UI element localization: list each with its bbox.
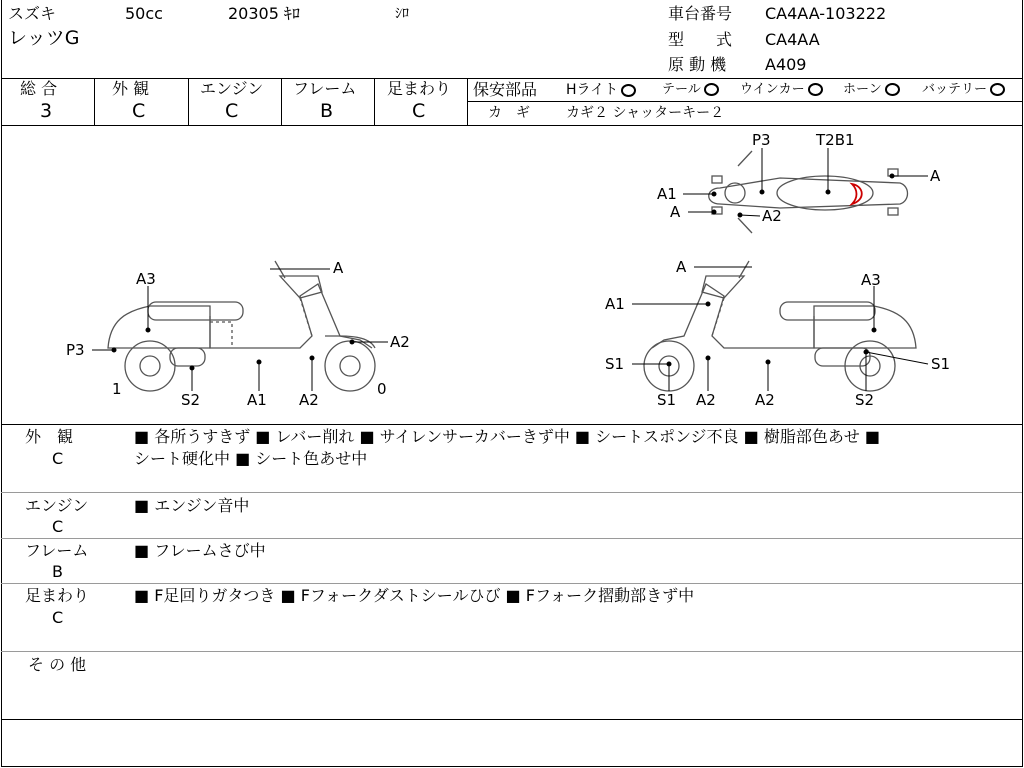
diagram-label: A [676, 258, 687, 276]
section-frame-grade: B [52, 562, 63, 581]
section-exterior-label: 外 観 [25, 427, 74, 446]
section-exterior-text: ■ 各所うすきず ■ レバー削れ ■ サイレンサーカバーきず中 ■ シートスポンジ不良 ■ 樹脂部色あせ ■ [134, 427, 881, 446]
section-suspension-text: ■ F足回りガタつき ■ Fフォークダストシールひび ■ Fフォーク摺動部きず中 [134, 586, 695, 605]
damage-diagram [0, 126, 1024, 424]
diagram-label: A2 [696, 391, 716, 409]
engine-model-value: A409 [765, 55, 807, 74]
section-suspension-grade: C [52, 608, 64, 627]
section-exterior-grade: C [52, 449, 64, 468]
ok-circle-icon [885, 83, 900, 96]
suspension-label: 足まわり [387, 79, 452, 98]
engine-label: エンジン [200, 79, 264, 98]
section-engine-grade: C [52, 517, 64, 536]
diagram-label: A [930, 167, 941, 185]
type-value: CA4AA [765, 30, 820, 49]
diagram-label: S1 [931, 355, 951, 373]
scooter-top-view [709, 151, 908, 233]
grid-line [1, 424, 1022, 425]
ok-circle-icon [808, 83, 823, 96]
grid-line [188, 78, 189, 125]
diagram-label: 0 [377, 380, 387, 398]
diagram-label: A2 [390, 333, 410, 351]
key-value: カギ２ シャッターキー２ [566, 105, 725, 121]
safety-item-tail: テール [662, 80, 719, 100]
key-label: カ ギ [488, 105, 530, 121]
grid-line [467, 78, 468, 125]
frame-grade: B [320, 100, 334, 122]
ok-circle-icon [704, 83, 719, 96]
safety-item-horn: ホーン [843, 80, 900, 100]
frame-no-label: 車台番号 [668, 4, 733, 23]
damage-mark-icon [852, 184, 862, 204]
diagram-label: A1 [247, 391, 267, 409]
safety-item-winker: ウインカー [740, 80, 823, 100]
diagram-label: S1 [657, 391, 677, 409]
section-frame-text: ■ フレームさび中 [134, 541, 266, 560]
section-engine-text: ■ エンジン音中 [134, 496, 250, 515]
frame-no-value: CA4AA-103222 [765, 4, 887, 23]
overall-grade: 3 [40, 100, 53, 122]
diagram-label: A2 [299, 391, 319, 409]
diagram-label: A2 [762, 207, 782, 225]
diagram-label: T2B1 [816, 131, 855, 149]
section-other-label: そ の 他 [28, 655, 87, 674]
grid-line [1, 719, 1022, 720]
diagram-label: P3 [752, 131, 771, 149]
grid-line [467, 101, 1022, 102]
maker: スズキ [8, 4, 57, 23]
frame-label: フレーム [293, 79, 357, 98]
diagram-label: A1 [605, 295, 625, 313]
grid-line [94, 78, 95, 125]
section-frame-label: フレーム [25, 541, 89, 560]
engine-model-label: 原 動 機 [668, 55, 727, 74]
grid-line [1, 492, 1022, 493]
diagram-label: A3 [136, 270, 156, 288]
grid-line [374, 78, 375, 125]
safety-item-headlight: Hライト [566, 80, 636, 100]
section-exterior-text-2: シート硬化中 ■ シート色あせ中 [134, 449, 368, 468]
ok-circle-icon [990, 83, 1005, 96]
type-label: 型 式 [668, 30, 733, 49]
diagram-label: A [670, 203, 681, 221]
diagram-label: A3 [861, 271, 881, 289]
diagram-label: A [333, 259, 344, 277]
ok-circle-icon [621, 84, 636, 97]
mileage: 20305 ｷﾛ [228, 4, 300, 23]
diagram-label: 1 [112, 380, 122, 398]
grid-line [1, 538, 1022, 539]
grid-line [1, 78, 1022, 79]
safety-label: 保安部品 [473, 80, 538, 99]
section-engine-label: エンジン [25, 496, 89, 515]
diagram-label: A2 [755, 391, 775, 409]
diagram-label: S2 [181, 391, 201, 409]
grid-line [281, 78, 282, 125]
section-suspension-label: 足まわり [25, 586, 90, 605]
grid-line [1, 583, 1022, 584]
diagram-label: A1 [657, 185, 677, 203]
color: ｼﾛ [395, 6, 409, 22]
suspension-grade: C [412, 100, 426, 122]
model-name: レッツG [8, 27, 80, 49]
exterior-grade: C [132, 100, 146, 122]
diagram-label: P3 [66, 341, 85, 359]
diagram-label: S1 [605, 355, 625, 373]
displacement: 50cc [125, 4, 163, 23]
safety-item-battery: バッテリー [922, 80, 1005, 100]
diagram-label: S2 [855, 391, 875, 409]
grid-line [1, 651, 1022, 652]
exterior-label: 外 観 [112, 79, 150, 98]
overall-label: 総 合 [20, 79, 58, 98]
engine-grade: C [225, 100, 239, 122]
